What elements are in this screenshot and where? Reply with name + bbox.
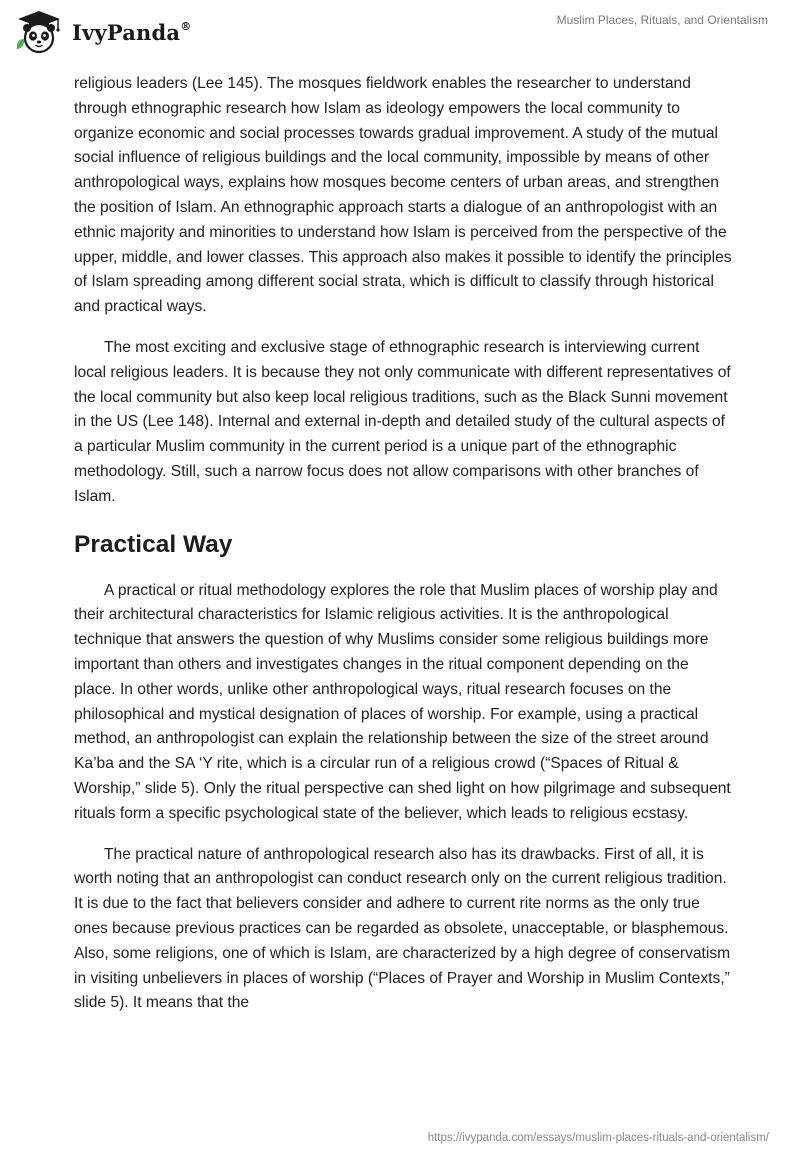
paragraph-continued: religious leaders (Lee 145). The mosques fieldwork enables the researcher to understand through ethnographic research how Islam as ideology empowers the local community to organize economic and social processes towards gradual improvement. A study of the mutual social influence of religious buildings and the local community, impossible by means of other anthropological ways, explains how mosques become centers of urban areas, and strengthen the position of Islam. An ethnographic approach starts a dialogue of an anthropologist with an ethnic majority and minorities to understand how Islam is perceived from the perspective of the upper, middle, and lower classes. This approach also makes it possible to identify the principles of Islam spreading among different social strata, which is difficult to classify through historical and practical ways. [74, 75, 732, 316]
section-heading-practical-way: Practical Way [74, 530, 233, 558]
page-header [0, 0, 800, 70]
paragraph-ritual-methodology: A practical or ritual methodology explores the role that Muslim places of worship play and their architectural characteristics for Islamic religious activities. It is the anthropological technique that answers the question of why Muslims consider some religious buildings more important than others and investigates changes in the ritual component depending on the place. In other words, unlike other anthropological ways, ritual research focuses on the philosophical and mystical designation of places of worship. For example, using a practical method, an anthropologist can explain the relationship between the size of the street around Ka’ba and the SA ‘Y rite, which is a circular run of a religious crowd (“Spaces of Ritual & Worship,” slide 5). Only the ritual perspective can shed light on how pilgrimage and subsequent rituals form a specific psychological state of the believer, which leads to religious ecstasy. [74, 581, 731, 822]
ivypanda-logo[interactable] [14, 9, 204, 55]
essay-content [74, 72, 734, 1016]
logo-name: IvyPanda [72, 19, 181, 45]
paragraph-drawbacks: The practical nature of anthropological research also has its drawbacks. First of all, it is worth noting that an anthropologist can conduct research only on the current religious tradition. It is due to the fact that believers consider and adhere to current rite norms as the only true ones because previous practices can be regarded as obsolete, unacceptable, or blasphemous. Also, some religions, one of which is Islam, are characterized by a high degree of conservatism in visiting unbelievers in places of worship (“Places of Prayer and Worship in Muslim Contexts,” slide 5). It means that the [74, 845, 731, 1012]
document-title: Muslim Places, Rituals, and Orientalism [556, 13, 768, 27]
panda-logo-icon [14, 9, 64, 55]
registered-mark: ® [180, 19, 192, 33]
logo-wordmark [72, 20, 191, 45]
source-url[interactable]: https://ivypanda.com/essays/muslim-places-rituals-and-orientalism/ [427, 1132, 769, 1144]
paragraph-interviewing-leaders: The most exciting and exclusive stage of ethnographic research is interviewing current local religious leaders. It is because they not only communicate with different representatives of the local community but also keep local religious traditions, such as the Black Sunni movement in the US (Lee 148). Internal and external in-depth and detailed study of the cultural aspects of a particular Muslim community in the current period is a unique part of the ethnographic methodology. Still, such a narrow focus does not allow comparisons with other branches of Islam. [74, 338, 731, 505]
